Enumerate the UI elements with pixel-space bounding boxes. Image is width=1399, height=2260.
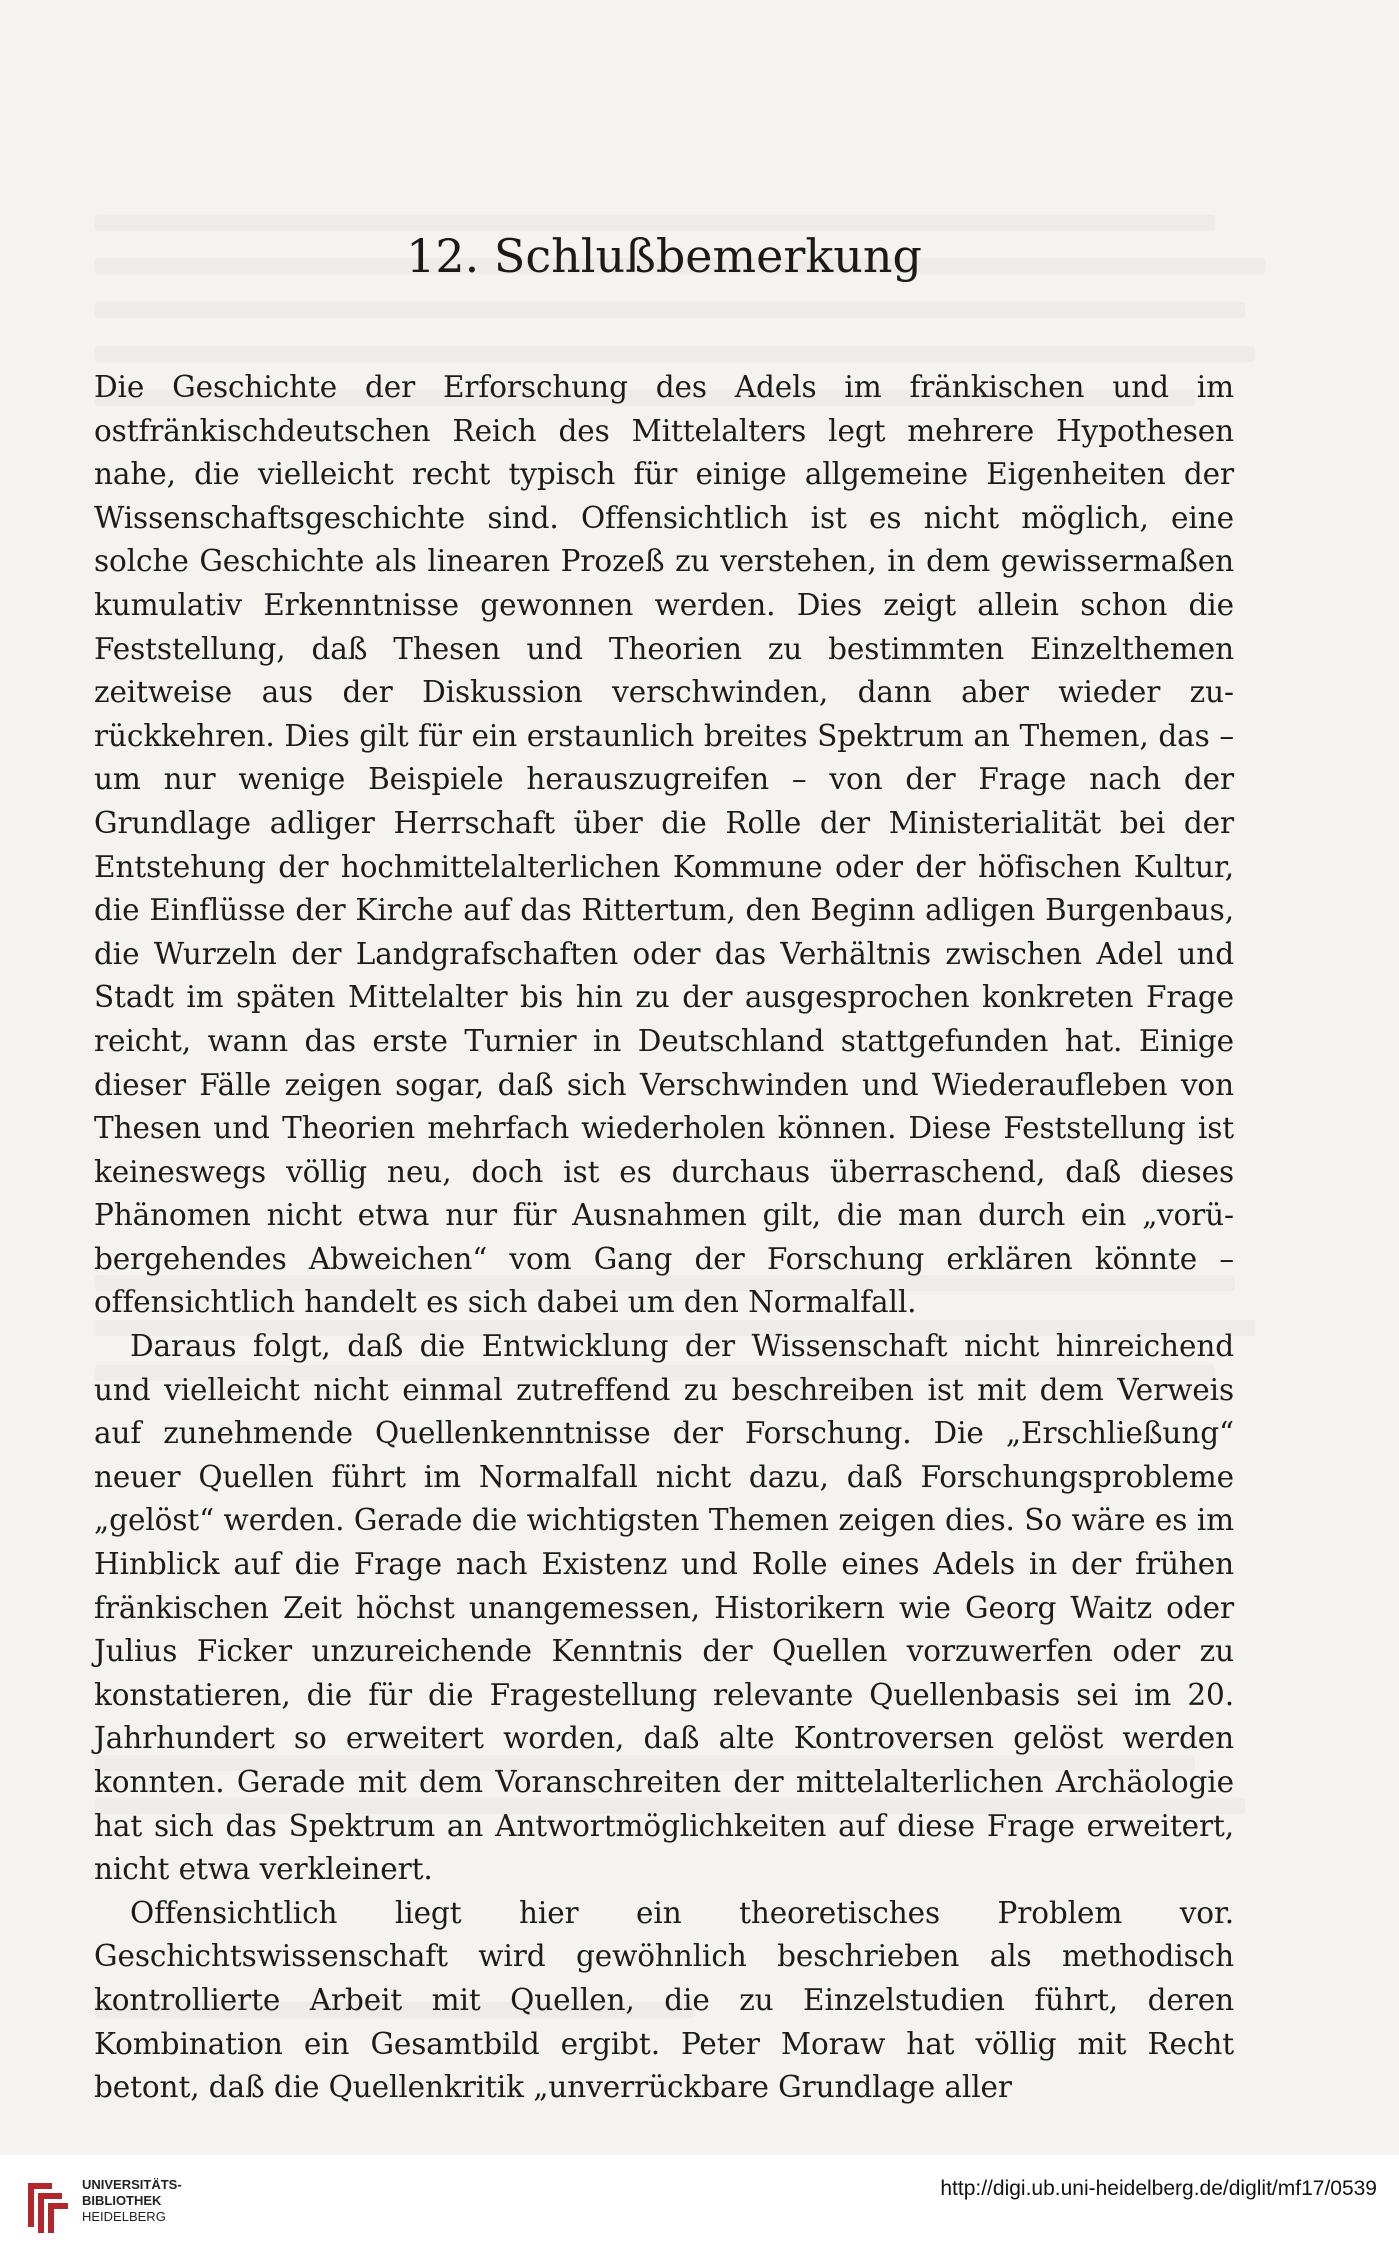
document-page (94, 228, 1234, 2110)
digitization-footer (0, 2155, 1399, 2260)
library-name-line-2: BIBLIOTHEK (82, 2193, 162, 2208)
chapter-title: 12. Schlußbemerkung (406, 229, 922, 283)
paragraph-3: Offensichtlich liegt hier ein theoretisches Problem vor. Geschichtswissenschaft wird gewöhnlich beschrieben als methodisch kontrollierte Arbeit mit Quellen, die zu Einzelstudien führt, deren Kombination ein Gesamtbild ergibt. Peter Moraw hat völlig mit Recht betont, daß die Quellenkritik „unverrückbare Grundlage aller (94, 1895, 1234, 2105)
library-name-line-3: HEIDELBERG (82, 2209, 166, 2224)
source-url[interactable]: http://digi.ub.uni-heidelberg.de/diglit/mf17/0539 (940, 2177, 1377, 2200)
paragraph-2: Daraus folgt, daß die Entwicklung der Wissenschaft nicht hinreichend und vielleicht nicht einmal zutreffend zu beschreiben ist mit dem Verweis auf zunehmende Quellenkenntnisse der Forschung. Die „Erschließung“ neuer Quellen führt im Normalfall nicht dazu, daß Forschungsprobleme „gelöst“ werden. Gerade die wichtigsten Themen zeigen dies. So wäre es im Hinblick auf die Frage nach Existenz und Rolle eines Adels in der frühen fränkischen Zeit höchst unangemessen, Historikern wie Georg Waitz oder Julius Ficker unzureichende Kenntnis der Quellen vorzuwerfen oder zu konstatieren, die für die Fragestellung relevante Quellenbasis sei im 20. Jahrhundert so erweitert worden, daß alte Kontroversen gelöst werden konnten. Gerade mit dem Voranschreiten der mittelalterlichen Archäologie hat sich das Spektrum an Antwortmöglichkeiten auf diese Frage erweitert, nicht etwa verkleinert. (94, 1329, 1234, 1887)
paragraph-1: Die Geschichte der Erforschung des Adels im fränkischen und im ostfränkischdeutschen Reich des Mittelalters legt mehrere Hypothesen nahe, die vielleicht recht typisch für einige allgemeine Eigenheiten der Wissenschaftsgeschichte sind. Offensichtlich ist es nicht möglich, eine solche Geschichte als linearen Prozeß zu verstehen, in dem gewissermaßen kumulativ Erkenntnisse gewonnen werden. Dies zeigt allein schon die Feststellung, daß Thesen und Theorien zu bestimmten Einzelthemen zeitweise aus der Diskussion verschwinden, dann aber wieder zurückkehren. Dies gilt für ein erstaunlich breites Spektrum an Themen, das – um nur wenige Beispiele herauszugreifen – von der Frage nach der Grundlage adliger Herrschaft über die Rolle der Ministerialität bei der Entstehung der hochmittelalterlichen Kommune oder der höfischen Kultur, die Einflüsse der Kirche auf das Rittertum, den Beginn adligen Burgenbaus, die Wurzeln der Landgrafschaften oder das Verhältnis zwischen Adel und Stadt im späten Mittelalter bis hin zu der ausgesprochen konkreten Frage reicht, wann das erste Turnier in Deutschland stattgefunden hat. Einige dieser Fälle zeigen sogar, daß sich Verschwinden und Wiederaufleben von Thesen und Theorien mehrfach wiederholen können. Diese Feststellung ist keineswegs völlig neu, doch ist es durchaus überraschend, daß dieses Phänomen nicht etwa nur für Ausnahmen gilt, die man durch ein „vorübergehendes Abweichen“ vom Gang der Forschung erklären könnte – offensichtlich handelt es sich dabei um den Normalfall. (94, 370, 1234, 1320)
library-name (82, 2177, 182, 2225)
library-name-line-1: UNIVERSITÄTS- (82, 2177, 182, 2192)
library-logo-icon (22, 2175, 72, 2235)
